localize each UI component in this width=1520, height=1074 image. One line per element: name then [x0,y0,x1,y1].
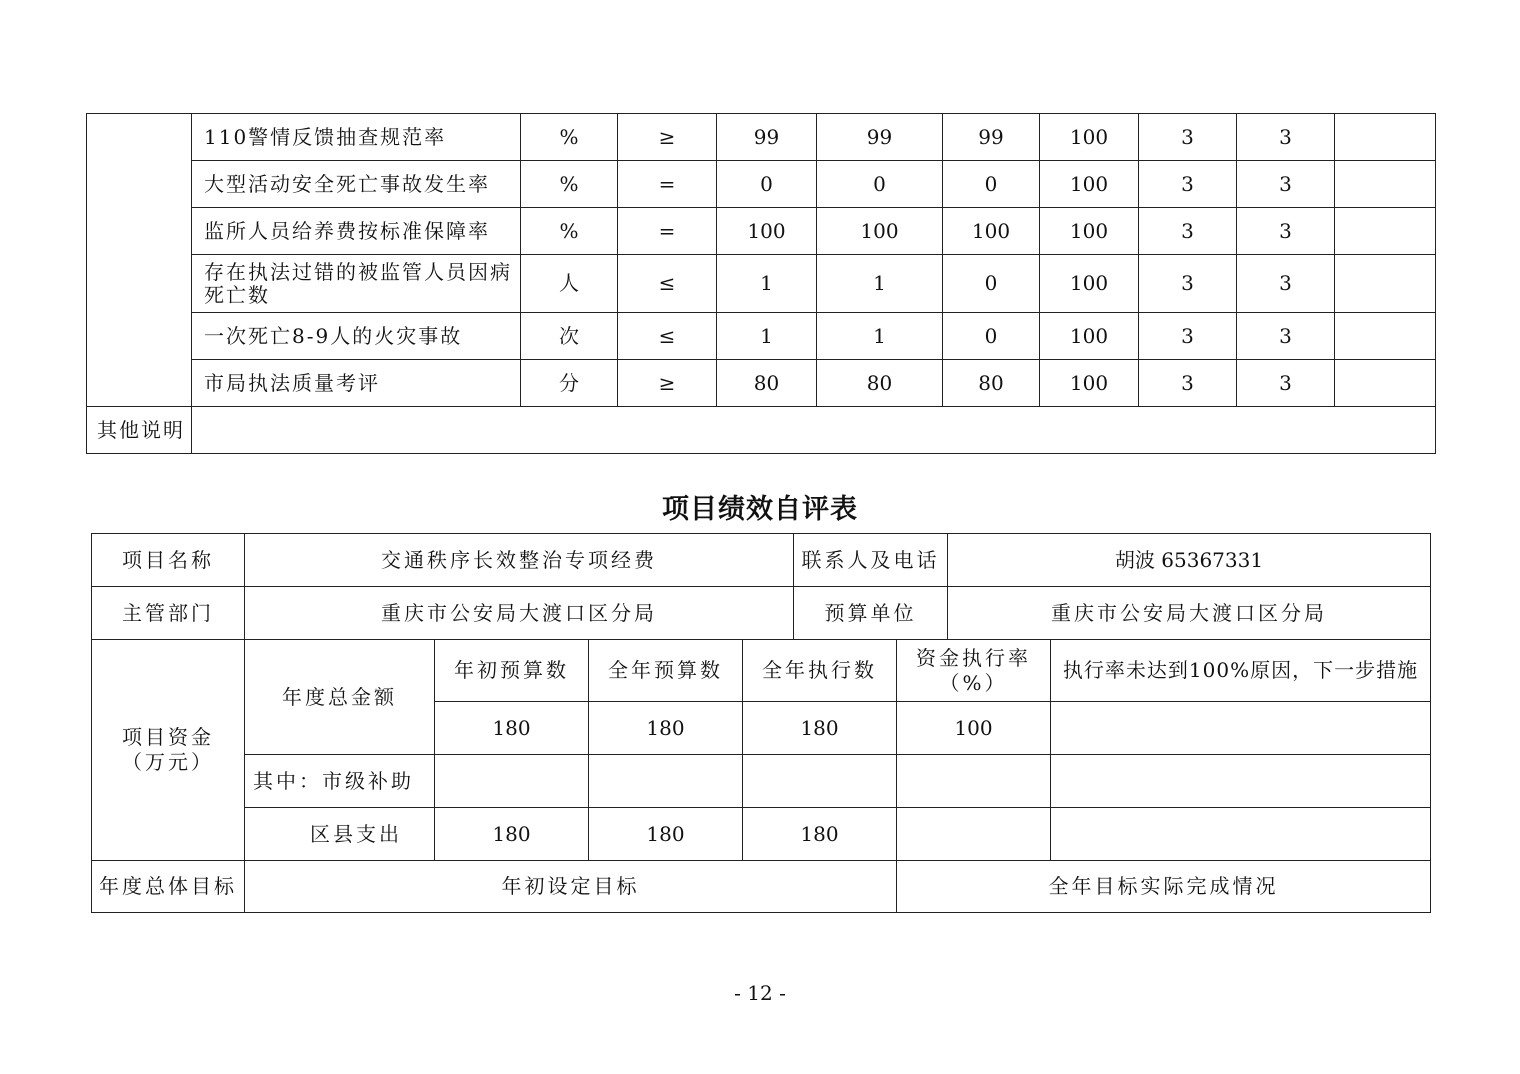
table-row [92,587,1431,640]
indicator-name: 市局执法质量考评 [192,360,521,407]
value-cell: 100 [1040,208,1139,255]
funds-label-line2: （万元） [122,750,214,774]
unit-cell: 分 [521,360,618,407]
budget-unit-label: 预算单位 [794,587,948,640]
value-cell: 99 [943,114,1040,161]
table-row [92,808,1431,861]
value-cell [1335,114,1436,161]
dept-label: 主管部门 [92,587,245,640]
city-rate [897,755,1051,808]
value-cell: 3 [1139,114,1237,161]
value-cell: 80 [717,360,817,407]
value-cell: 3 [1139,208,1237,255]
project-name: 交通秩序长效整治专项经费 [245,534,794,587]
category-cell [87,114,192,407]
value-cell: 80 [943,360,1040,407]
value-cell: 100 [943,208,1040,255]
county-rate [897,808,1051,861]
total-initial: 180 [435,702,589,755]
value-cell: 3 [1237,360,1335,407]
value-cell: 99 [717,114,817,161]
unit-cell: % [521,114,618,161]
funds-label [92,640,245,861]
value-cell: 0 [943,255,1040,313]
contact-value: 胡波 65367331 [948,534,1431,587]
value-cell: 1 [817,255,943,313]
value-cell: 3 [1237,114,1335,161]
county-initial: 180 [435,808,589,861]
value-cell: 3 [1237,313,1335,360]
table-row [92,861,1431,913]
value-cell: 0 [817,161,943,208]
value-cell: 3 [1139,161,1237,208]
other-notes-label: 其他说明 [87,407,192,454]
total-executed: 180 [743,702,897,755]
unit-cell: 人 [521,255,618,313]
indicator-name: 存在执法过错的被监管人员因病死亡数 [192,255,521,313]
unit-cell: % [521,208,618,255]
value-cell: 1 [717,255,817,313]
value-cell: 1 [817,313,943,360]
header-exec-rate-line2: （%） [939,670,1008,695]
value-cell: 0 [717,161,817,208]
value-cell: 100 [717,208,817,255]
city-reason [1051,755,1431,808]
table-row [87,360,1436,407]
indicator-name: 一次死亡8-9人的火灾事故 [192,313,521,360]
value-cell [1335,208,1436,255]
county-full-year: 180 [589,808,743,861]
budget-unit-value: 重庆市公安局大渡口区分局 [948,587,1431,640]
value-cell: 3 [1139,360,1237,407]
unit-cell: % [521,161,618,208]
operator-cell: ≤ [618,313,717,360]
annual-total-label: 年度总金额 [245,640,435,755]
value-cell [1335,255,1436,313]
other-notes-value [192,407,1436,454]
value-cell: 80 [817,360,943,407]
operator-cell: = [618,161,717,208]
operator-cell: ≥ [618,114,717,161]
value-cell: 3 [1139,313,1237,360]
value-cell: 0 [943,161,1040,208]
indicator-name: 110警情反馈抽查规范率 [192,114,521,161]
dept-value: 重庆市公安局大渡口区分局 [245,587,794,640]
value-cell [1335,313,1436,360]
total-reason [1051,702,1431,755]
contact-label: 联系人及电话 [794,534,948,587]
value-cell: 3 [1139,255,1237,313]
header-reason: 执行率未达到100%原因，下一步措施 [1051,640,1431,702]
header-full-year-budget: 全年预算数 [589,640,743,702]
value-cell: 1 [717,313,817,360]
indicator-name: 监所人员给养费按标准保障率 [192,208,521,255]
value-cell: 100 [1040,313,1139,360]
unit-cell: 次 [521,313,618,360]
value-cell: 100 [817,208,943,255]
value-cell: 100 [1040,161,1139,208]
table-row [92,755,1431,808]
indicator-table [86,113,1436,454]
header-exec-rate-line1: 资金执行率 [916,645,1031,670]
indicator-name: 大型活动安全死亡事故发生率 [192,161,521,208]
header-initial-budget: 年初预算数 [435,640,589,702]
county-expense-label: 区县支出 [245,808,435,861]
header-executed: 全年执行数 [743,640,897,702]
value-cell: 99 [817,114,943,161]
operator-cell: ≥ [618,360,717,407]
county-executed: 180 [743,808,897,861]
table-row [87,313,1436,360]
table-row [87,114,1436,161]
city-subsidy-label: 其中：市级补助 [245,755,435,808]
value-cell: 100 [1040,255,1139,313]
city-full-year [589,755,743,808]
value-cell [1335,360,1436,407]
table-row [87,255,1436,313]
value-cell: 3 [1237,161,1335,208]
city-executed [743,755,897,808]
table-row [92,640,1431,702]
county-reason [1051,808,1431,861]
initial-goal-label: 年初设定目标 [245,861,897,913]
value-cell: 100 [1040,360,1139,407]
table-row [87,407,1436,454]
table-row [87,161,1436,208]
operator-cell: ≤ [618,255,717,313]
total-full-year: 180 [589,702,743,755]
project-name-label: 项目名称 [92,534,245,587]
funds-label-line1: 项目资金 [122,725,214,749]
value-cell: 0 [943,313,1040,360]
header-exec-rate [897,640,1051,702]
self-eval-table [91,533,1431,913]
value-cell: 3 [1237,255,1335,313]
value-cell: 3 [1237,208,1335,255]
table-row [92,534,1431,587]
value-cell: 100 [1040,114,1139,161]
table-row [87,208,1436,255]
value-cell [1335,161,1436,208]
total-rate: 100 [897,702,1051,755]
annual-goal-label: 年度总体目标 [92,861,245,913]
city-initial [435,755,589,808]
actual-completion-label: 全年目标实际完成情况 [897,861,1431,913]
page-number: - 12 - [734,981,786,1005]
operator-cell: = [618,208,717,255]
page-title: 项目绩效自评表 [662,494,858,525]
